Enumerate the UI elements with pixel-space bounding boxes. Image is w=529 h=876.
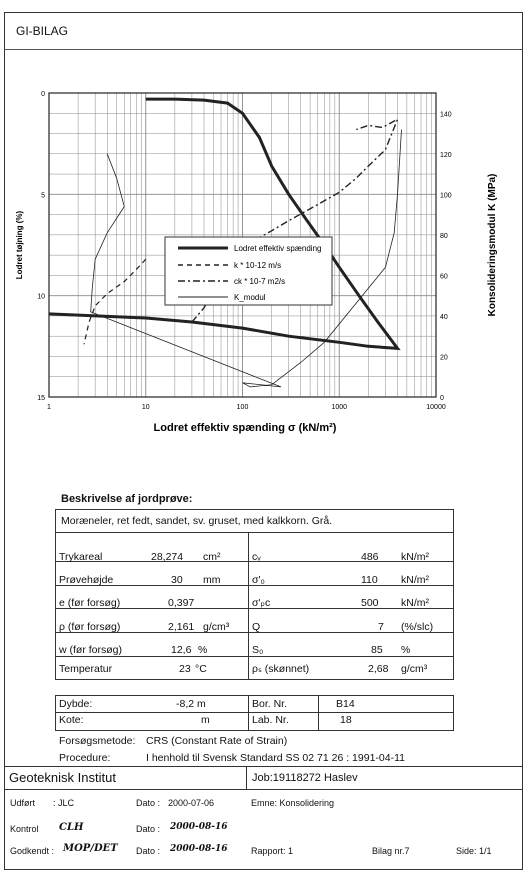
left-axis-label: Lodret tøjning (%) <box>15 210 24 280</box>
x-tick-label: 1000 <box>331 404 348 411</box>
prop-value: 30 <box>171 574 183 586</box>
y-right-tick-label: 60 <box>440 273 448 281</box>
dato-handwritten: 2000-08-16 <box>170 844 228 854</box>
side: Side: 1/1 <box>456 846 492 856</box>
prop-label: ρₛ (skønnet) <box>252 663 310 675</box>
kontrol-signature: CLH <box>59 822 84 833</box>
y-right-tick-label: 20 <box>440 354 448 362</box>
dato-label: Dato : <box>136 824 161 834</box>
godkendt-signature: MOP/DET <box>63 843 118 854</box>
legend-label-ck: ck * 10-7 m2/s <box>234 277 286 286</box>
prop-unit: g/cm³ <box>401 663 428 675</box>
legend <box>165 237 332 305</box>
legend-label-lodret: Lodret effektiv spænding <box>234 244 322 253</box>
bor-label: Bor. Nr. <box>252 698 288 710</box>
prop-unit: cm² <box>203 551 221 563</box>
prop-label: Prøvehøjde <box>59 574 114 586</box>
prop-label: ρ (før forsøg) <box>59 621 121 633</box>
prop-unit: °C <box>195 663 207 675</box>
y-tick-label: 15 <box>37 395 45 402</box>
prop-unit: g/cm³ <box>203 621 230 633</box>
bor-value: B14 <box>336 698 355 710</box>
description-heading: Beskrivelse af jordprøve: <box>61 493 193 505</box>
lab-value: 18 <box>340 714 352 726</box>
dato-handwritten: 2000-08-16 <box>170 822 228 832</box>
legend-label-k: k * 10-12 m/s <box>234 261 282 270</box>
procedure-label: Procedure: <box>59 752 111 764</box>
lab-label: Lab. Nr. <box>252 714 289 726</box>
prop-label: σ'ₚc <box>252 597 271 609</box>
rapport: Rapport: 1 <box>251 846 294 856</box>
prop-unit: kN/m² <box>401 597 429 609</box>
prop-unit: mm <box>203 574 221 586</box>
dybde-label: Dybde: <box>59 698 93 710</box>
consolidation-chart <box>0 60 529 470</box>
prop-unit: (%/slc) <box>401 621 434 633</box>
udfoert-label: Udført <box>10 798 36 808</box>
prop-label: σ'₀ <box>252 574 265 586</box>
prop-label: S₀ <box>252 644 264 656</box>
prop-value: 2,161 <box>168 621 195 633</box>
prop-value: 0,397 <box>168 597 195 609</box>
method-label: Forsøgsmetode: <box>59 735 136 747</box>
dato-label: Dato : <box>136 798 161 808</box>
y-tick-label: 5 <box>41 192 45 200</box>
bilag: Bilag nr.7 <box>372 846 410 856</box>
soil-description-box <box>55 509 454 533</box>
y-right-tick-label: 140 <box>440 111 452 119</box>
location-table <box>55 695 454 731</box>
procedure-value: I henhold til Svensk Standard SS 02 71 26 : 1991-04-11 <box>146 752 405 764</box>
prop-unit: kN/m² <box>401 551 429 563</box>
properties-table <box>55 532 454 680</box>
prop-label: Q <box>252 621 261 633</box>
page-header <box>4 12 523 50</box>
dato-label: Dato : <box>136 846 161 856</box>
y-tick-label: 0 <box>41 91 45 98</box>
method-value: CRS (Constant Rate of Strain) <box>146 735 288 747</box>
soil-description: Moræneler, ret fedt, sandet, sv. gruset, med kalkkorn. Grå. <box>61 515 333 527</box>
prop-label: cᵥ <box>252 551 261 563</box>
prop-unit: kN/m² <box>401 574 429 586</box>
prop-label: Trykareal <box>59 551 103 563</box>
y-right-tick-label: 40 <box>440 313 448 321</box>
dato-value: 2000-07-06 <box>168 798 215 808</box>
prop-label: w (før forsøg) <box>59 644 122 656</box>
prop-value: 23 <box>179 663 191 675</box>
y-right-tick-label: 80 <box>440 232 448 240</box>
x-tick-label: 1 <box>47 404 51 411</box>
series-line-0 <box>49 99 398 348</box>
legend-label-kmodul: K_modul <box>234 293 266 302</box>
kontrol-label: Kontrol <box>10 824 39 834</box>
page-title: GI-BILAG <box>16 24 69 38</box>
kote-label: Kote: <box>59 714 84 726</box>
prop-value: 500 <box>361 597 379 609</box>
prop-value: 7 <box>378 621 384 633</box>
right-axis-label: Konsolideringsmodul K (MPa) <box>487 173 498 317</box>
prop-value: 110 <box>361 574 378 586</box>
prop-value: 28,274 <box>151 551 184 563</box>
prop-value: 12,6 <box>171 644 192 656</box>
institute-name: Geoteknisk Institut <box>9 770 116 785</box>
y-tick-label: 10 <box>37 293 45 301</box>
godkendt-label: Godkendt : <box>10 846 55 856</box>
dybde-value: -8,2 m <box>176 698 206 710</box>
prop-value: 486 <box>361 551 379 563</box>
x-tick-label: 100 <box>236 404 249 411</box>
prop-unit: % <box>401 644 411 656</box>
emne: Emne: Konsolidering <box>251 798 335 808</box>
y-right-tick-label: 100 <box>440 192 452 200</box>
y-right-tick-label: 120 <box>440 151 452 159</box>
prop-value: 2,68 <box>368 663 389 675</box>
job-number: Job:19118272 Haslev <box>252 772 358 784</box>
y-right-tick-label: 0 <box>440 395 444 402</box>
x-tick-label: 10 <box>141 404 150 411</box>
x-tick-label: 10000 <box>426 404 446 411</box>
kote-value: m <box>201 714 210 726</box>
udfoert-value: : JLC <box>53 798 75 808</box>
prop-value: 85 <box>371 644 383 656</box>
prop-label: e (før forsøg) <box>59 597 121 609</box>
prop-unit: % <box>198 644 208 656</box>
prop-label: Temperatur <box>59 663 113 675</box>
x-axis-label: Lodret effektiv spænding σ (kN/m²) <box>153 422 337 434</box>
